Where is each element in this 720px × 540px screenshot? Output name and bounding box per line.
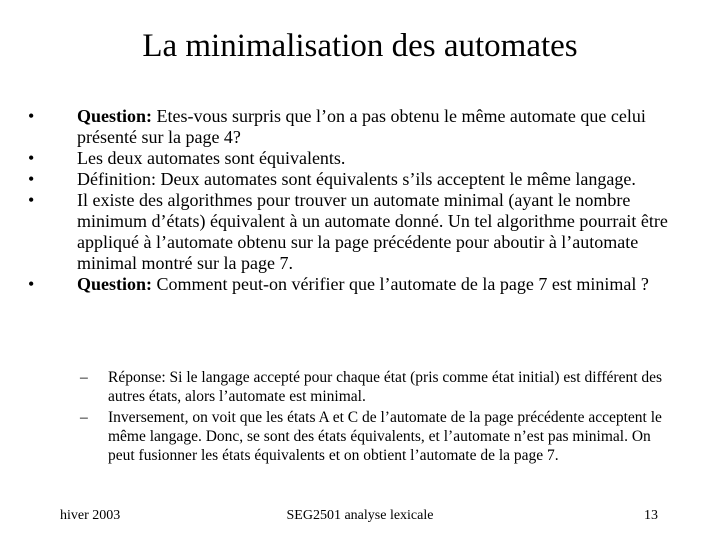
sub-bullet-list xyxy=(80,368,672,467)
footer-course: SEG2501 analyse lexicale xyxy=(286,508,434,523)
bullet-glyph: • xyxy=(28,190,35,210)
bullet-bold-label: Question: xyxy=(77,106,153,126)
bullet-item xyxy=(24,274,684,295)
bullet-text: Comment peut-on vérifier que l’automate de la page 7 est minimal ? xyxy=(152,274,649,294)
bullet-item xyxy=(24,106,684,148)
bullet-list xyxy=(24,106,684,295)
bullet-item xyxy=(24,169,684,190)
bullet-bold-label: Question: xyxy=(77,274,153,294)
bullet-text: Définition: Deux automates sont équivalents s’ils acceptent le même langage. xyxy=(77,169,636,189)
footer-date: hiver 2003 xyxy=(60,508,121,523)
bullet-text: Les deux automates sont équivalents. xyxy=(77,148,346,168)
bullet-item xyxy=(24,190,684,274)
sub-bullet-item xyxy=(80,368,672,406)
footer-page-number: 13 xyxy=(644,508,658,523)
sub-bullet-item xyxy=(80,408,672,465)
bullet-text: Etes-vous surpris que l’on a pas obtenu le même automate que celui présenté sur la page 4? xyxy=(77,106,646,147)
bullet-text: Il existe des algorithmes pour trouver un automate minimal (ayant le nombre minimum d’états) équivalent à un automate donné. Un tel algorithme pourrait être appliqué à l’automate obtenu sur la page précédente pour aboutir à l’automate minimal montré sur la page 7. xyxy=(77,190,668,273)
sub-bullet-text: Inversement, on voit que les états A et C de l’automate de la page précédente acceptent le même langage. Donc, se sont des états équivalents, et l’automate n’est pas minimal. On peut fusionner les états équivalents et on obtient l’automate de la page 7. xyxy=(108,409,662,464)
slide-title: La minimalisation des automates xyxy=(142,28,578,64)
bullet-glyph: • xyxy=(28,106,35,126)
bullet-item xyxy=(24,148,684,169)
bullet-glyph: • xyxy=(28,148,35,168)
sub-bullet-text: Réponse: Si le langage accepté pour chaque état (pris comme état initial) est différent des autres états, alors l’automate est minimal. xyxy=(108,369,663,405)
bullet-glyph: • xyxy=(28,169,35,189)
bullet-glyph: • xyxy=(28,274,35,294)
sub-bullet-glyph: – xyxy=(80,409,88,426)
sub-bullet-glyph: – xyxy=(80,369,88,386)
